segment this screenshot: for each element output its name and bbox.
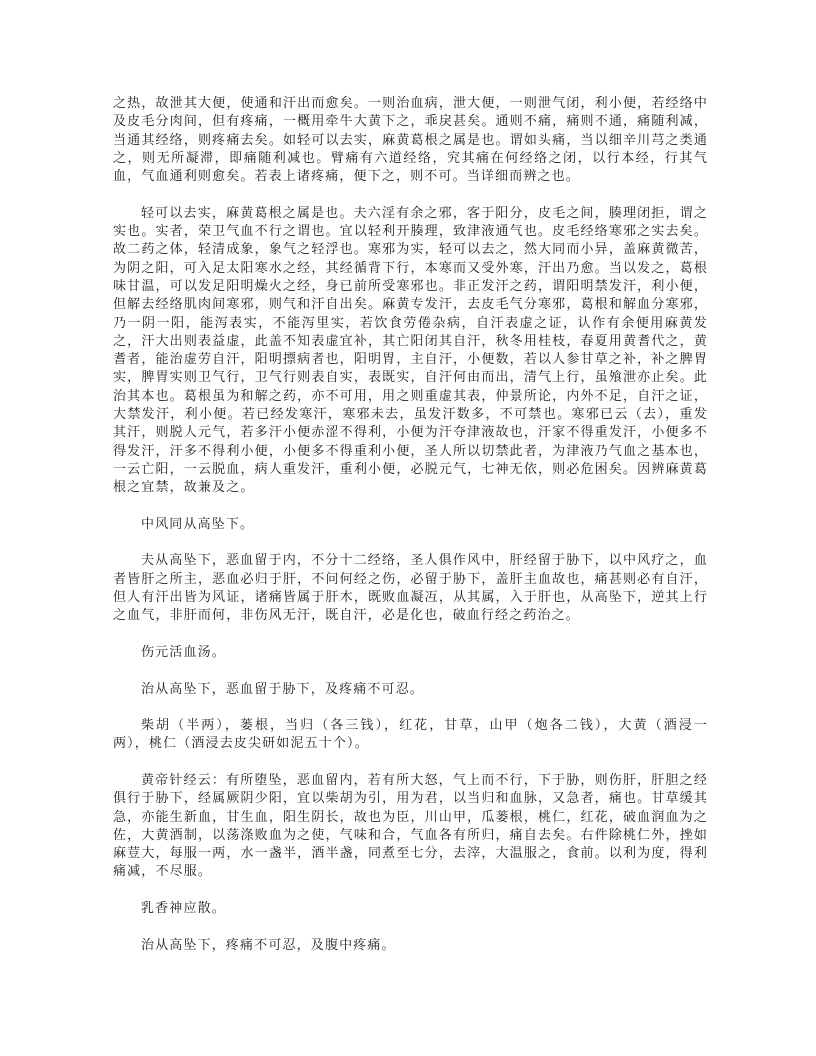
paragraph-ingredients: 柴胡（半两），蒌根，当归（各三钱），红花，甘草，山甲（炮各二钱），大黄（酒浸一两），桃仁（酒浸去皮尖研如泥五十个）。 — [113, 717, 708, 751]
heading-huoxue-decoction: 伤元活血汤。 — [141, 643, 226, 659]
paragraph-mahuang-gegen: 轻可以去实，麻黄葛根之属是也。夫六淫有余之邪，客于阳分，皮毛之间，腠理闭拒，谓之实也。实者，荣卫气血不行之谓也。宜以轻利开腠理，致津液通气也。皮毛经络寒邪之实去矣。故二药之体，轻清成象，象气之轻浮也。寒邪为实，轻可以去之，然大同而小异，盖麻黄微苦，为阴之阳，可入足太阳寒水之经，其经循背下行，本寒而又受外寒，汗出乃愈。当以发之，葛根味甘温，可以发足阳明燥火之经，身已前所受寒邪也。非正发汗之药，谓阳明禁发汗，利小便，但解去经络肌肉间寒邪，则气和汗自出矣。麻黄专发汗，去皮毛气分寒邪，葛根和解血分寒邪，乃一阴一阳，能泻表实，不能泻里实，若饮食劳倦杂病，自汗表虚之证，认作有余便用麻黄发之，汗大出则表益虚，此盖不知表虚宜补，其亡阳闭其自汗，秋冬用桂枝，春夏用黄耆代之，黄耆者，能治虚劳自汗，阳明摽病者也，阳明胃，主自汗，小便数，若以人参甘草之补，补之脾胃实，脾胃实则卫气行，卫气行则表自实，表既实，自汗何由而出，清气上行，虽飧泄亦止矣。此治其本也。葛根虽为和解之药，亦不可用，用之则重虚其表，仲景所论，内外不足，自汗之证，大禁发汗，利小便。若已经发寒汗，寒邪未去，虽发汗数多，不可禁也。寒邪已云（去），重发其汗，则脱人元气，若多汗小便赤涩不得利，小便为汗夺津液故也，汗家不得重发汗，小便多不得发汗，汗多不得利小便，小便多不得重利小便，圣人所以切禁此者，为津液乃气血之基本也，一云亡阳，一云脱血，病人重发汗，重利小便，必脱元气，七神无依，则必危困矣。因辨麻黄葛根之宜禁，故兼及之。 — [113, 204, 708, 495]
paragraph-indication-xiexia: 治从高坠下，恶血留于胁下，及疼痛不可忍。 — [141, 680, 425, 696]
document-content — [113, 94, 708, 954]
paragraph-indication-abdomen: 治从高坠下，疼痛不可忍，及腹中疼痛。 — [141, 936, 396, 952]
paragraph-huangdi-zhenjing: 黄帝针经云：有所堕坠，恶血留内，若有所大怒，气上而不行，下于胁，则伤肝，肝胆之经俱行于胁下，经属厥阴少阳，宜以柴胡为引，用为君，以当归和血脉，又急者，痛也。甘草缓其急，亦能生新血，甘生血，阳生阴长，故也为臣，川山甲，瓜蒌根，桃仁，红花，破血润血为之佐，大黄酒制，以荡涤败血为之使，气味和合，气血各有所归，痛自去矣。右件除桃仁外，挫如麻荳大，每服一两，水一盏半，酒半盏，同煮至七分，去滓，大温服之，食前。以利为度，得利痛减，不尽服。 — [113, 771, 708, 879]
paragraph-continuation-top: 之热，故泄其大便，使通和汗出而愈矣。一则治血病，泄大便，一则泄气闭，利小便，若经络中及皮毛分肉间，但有疼痛，一概用牵牛大黄下之，乖戾甚矣。通则不痛，痛则不通，痛随利减，当通其经络，则疼痛去矣。如轻可以去实，麻黄葛根之属是也。谓如头痛，当以细辛川芎之类通之，则无所凝滞，即痛随利减也。臂痛有六道经络，究其痛在何经络之闭，以行本经，行其气血，气血通利则愈矣。若表上诸疼痛，便下之，则不可。当详细而辨之也。 — [113, 95, 708, 184]
heading-ruxiang-powder: 乳香神应散。 — [141, 900, 226, 916]
paragraph-fall-from-height: 夫从高坠下，恶血留于内，不分十二经络，圣人俱作风中，肝经留于胁下，以中风疗之，血者皆肝之所主，恶血必归于肝，不问何经之伤，必留于胁下，盖肝主血故也，痛甚则必有自汗，但人有汗出皆为风证，诸痛皆属于肝木，既败血凝冱，从其属，入于肝也，从高坠下，逆其上行之血气，非肝而何，非伤风无汗，既自汗，必是化也，破血行经之药治之。 — [113, 552, 708, 623]
heading-zhongfeng-fall: 中风同从高坠下。 — [141, 515, 255, 531]
